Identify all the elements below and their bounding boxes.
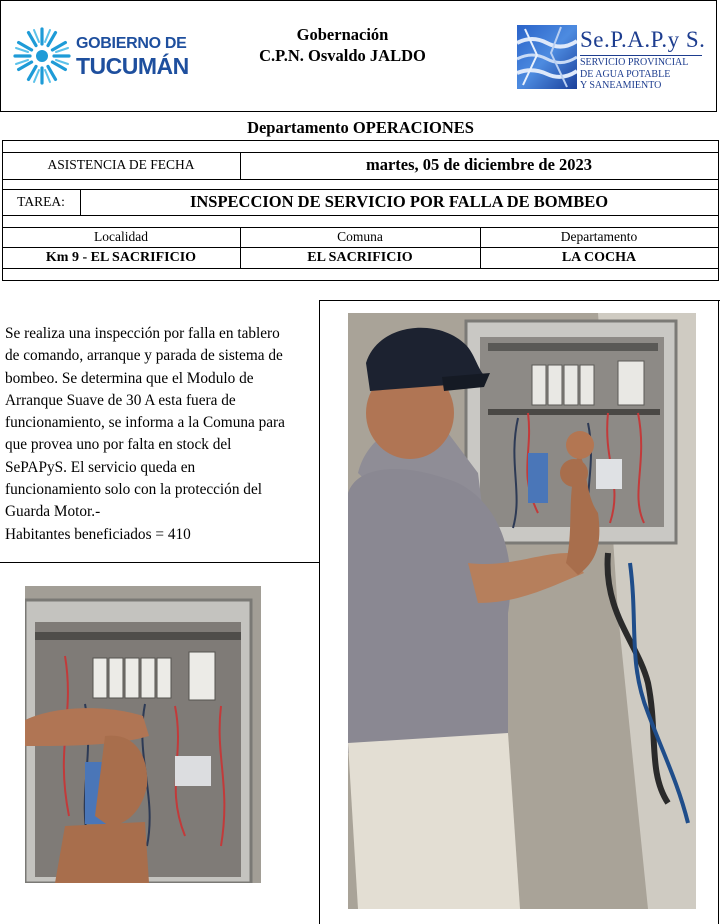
- locality-value: Km 9 - EL SACRIFICIO: [45, 250, 197, 265]
- attendance-label: ASISTENCIA DE FECHA: [47, 157, 195, 172]
- main-inspection-photo: [348, 313, 696, 909]
- hands-panel-photo: [25, 586, 261, 883]
- sepaps-name: Se.P.A.P.y S.: [580, 27, 706, 52]
- description-line: Guarda Motor.-: [5, 503, 101, 521]
- sepaps-logo-icon: [517, 25, 577, 89]
- section-divider: [0, 562, 320, 563]
- document-header: [0, 0, 717, 112]
- sepaps-subtitle: [580, 57, 688, 92]
- table-rule: [2, 152, 719, 153]
- table-border: [718, 140, 719, 281]
- sepaps-divider: [580, 55, 702, 56]
- photo-frame-border: [718, 300, 719, 924]
- sepaps-sub-line: Y SANEAMIENTO: [580, 80, 662, 91]
- description-line: Arranque Suave de 30 A esta fuera de: [5, 391, 236, 409]
- table-rule: [2, 247, 719, 248]
- governor-heading: [240, 24, 445, 66]
- description-line: que provea uno por falta en stock del: [5, 436, 232, 454]
- description-line: bombeo. Se determina que el Modulo de: [5, 369, 254, 387]
- table-rule: [2, 280, 719, 281]
- description-line: SePAPyS. El servicio queda en: [5, 458, 196, 476]
- worker-panel-photo: [348, 313, 696, 909]
- gob-line1: GOBIERNO DE: [76, 35, 187, 52]
- inspection-description: [5, 323, 317, 546]
- table-rule: [2, 215, 719, 216]
- department-header: Departamento: [560, 229, 638, 244]
- commune-header: Comuna: [337, 229, 383, 244]
- tucuman-logo-icon: [12, 26, 72, 86]
- governor-name: C.P.N. Osvaldo JALDO: [259, 46, 426, 65]
- tucuman-logo-text: [76, 36, 189, 78]
- table-rule: [2, 179, 719, 180]
- description-line: funcionamiento, se informa a la Comuna para: [5, 414, 285, 432]
- photo-frame-border: [319, 300, 720, 301]
- sepaps-sub-line: DE AGUA POTABLE: [580, 68, 671, 80]
- department-title: Departamento OPERACIONES: [247, 118, 474, 137]
- attendance-date: martes, 05 de diciembre de 2023: [365, 155, 593, 174]
- description-line: funcionamiento solo con la protección del: [5, 481, 262, 499]
- commune-value: EL SACRIFICIO: [307, 250, 413, 265]
- gob-line2: TUCUMÁN: [76, 53, 189, 79]
- description-line: de comando, arranque y parada de sistema de: [5, 347, 283, 365]
- locality-header: Localidad: [94, 229, 148, 244]
- sepaps-sub-line: SERVICIO PROVINCIAL: [580, 57, 689, 68]
- beneficiaries-line: Habitantes beneficiados = 410: [5, 525, 191, 543]
- detail-inspection-photo: [25, 586, 261, 883]
- table-rule: [2, 140, 719, 141]
- table-rule: [2, 268, 719, 269]
- task-label: TAREA:: [17, 194, 65, 209]
- governorship-title: Gobernación: [296, 25, 389, 44]
- table-rule: [2, 189, 719, 190]
- task-value: INSPECCION DE SERVICIO POR FALLA DE BOMBEO: [189, 192, 609, 211]
- description-line: Se realiza una inspección por falla en tablero: [5, 325, 280, 342]
- table-rule: [2, 227, 719, 228]
- photo-frame-border: [319, 300, 320, 924]
- department-value: LA COCHA: [561, 250, 637, 265]
